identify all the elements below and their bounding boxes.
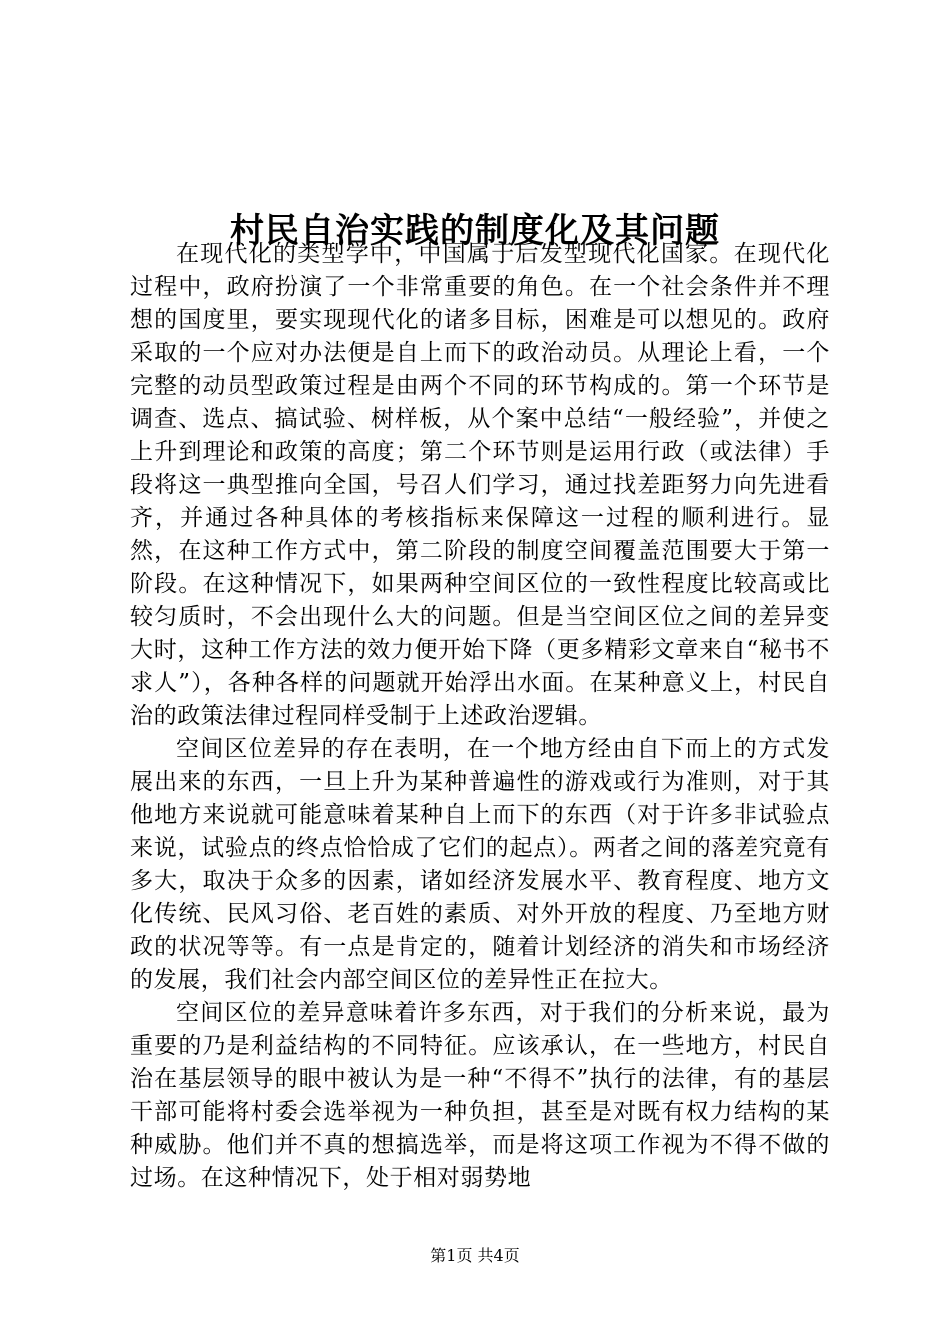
document-title: 村民自治实践的制度化及其问题 (230, 210, 720, 251)
document-body (130, 238, 830, 1195)
paragraph-3: 空间区位的差异意味着许多东西，对于我们的分析来说，最为重要的乃是利益结构的不同特征。应该承认，在一些地方，村民自治在基层领导的眼中被认为是一种“不得不”执行的法律，有的基层干部可能将村委会选举视为一种负担，甚至是对既有权力结构的某种威胁。他们并不真的想搞选举，而是将这项工作视为不得不做的过场。在这种情况下，处于相对弱势地 (130, 1000, 830, 1191)
page-number-footer: 第1页 共4页 (430, 1246, 520, 1265)
paragraph-2: 空间区位差异的存在表明，在一个地方经由自下而上的方式发展出来的东西，一旦上升为某种普遍性的游戏或行为准则，对于其他地方来说就可能意味着某种自上而下的东西（对于许多非试验点来说，试验点的终点恰恰成了它们的起点）。两者之间的落差究竟有多大，取决于众多的因素，诸如经济发展水平、教育程度、地方文化传统、民风习俗、老百姓的素质、对外开放的程度、乃至地方财政的状况等等。有一点是肯定的，随着计划经济的消失和市场经济的发展，我们社会内部空间区位的差异性正在拉大。 (130, 736, 830, 993)
paragraph-1: 在现代化的类型学中，中国属于后发型现代化国家。在现代化过程中，政府扮演了一个非常重要的角色。在一个社会条件并不理想的国度里，要实现现代化的诸多目标，困难是可以想见的。政府采取的一个应对办法便是自上而下的政治动员。从理论上看，一个完整的动员型政策过程是由两个不同的环节构成的。第一个环节是调查、选点、搞试验、树样板，从个案中总结“一般经验”，并使之上升到理论和政策的高度；第二个环节则是运用行政（或法律）手段将这一典型推向全国，号召人们学习，通过找差距努力向先进看齐，并通过各种具体的考核指标来保障这一过程的顺利进行。显然，在这种工作方式中，第二阶段的制度空间覆盖范围要大于第一阶段。在这种情况下，如果两种空间区位的一致性程度比较高或比较匀质时，不会出现什么大的问题。但是当空间区位之间的差异变大时，这种工作方法的效力便开始下降（更多精彩文章来自“秘书不求人”），各种各样的问题就开始浮出水面。在某种意义上，村民自治的政策法律过程同样受制于上述政治逻辑。 (130, 241, 830, 729)
